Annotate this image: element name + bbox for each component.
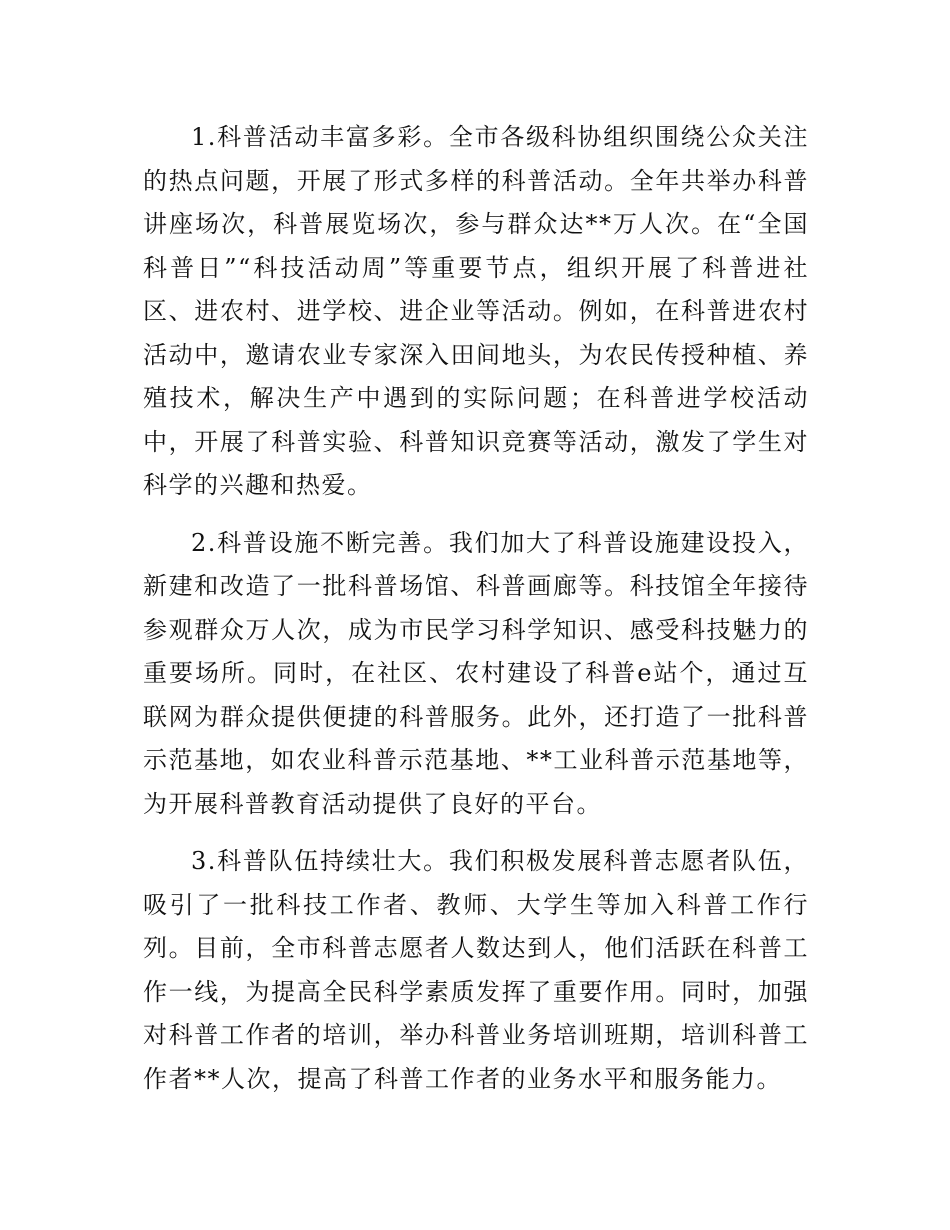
document-body [143, 116, 809, 1115]
paragraph-science-team: 3.科普队伍持续壮大。我们积极发展科普志愿者队伍，吸引了一批科技工作者、教师、大学生等加入科普工作行列。目前，全市科普志愿者人数达到人，他们活跃在科普工作一线，为提高全民科学素质发挥了重要作用。同时，加强对科普工作者的培训，举办科普业务培训班期，培训科普工作者**人次，提高了科普工作者的业务水平和服务能力。 [143, 847, 809, 1093]
paragraph-science-activities: 1.科普活动丰富多彩。全市各级科协组织围绕公众关注的热点问题，开展了形式多样的科普活动。全年共举办科普讲座场次，科普展览场次，参与群众达**万人次。在“全国科普日”“科技活动周”等重要节点，组织开展了科普进社区、进农村、进学校、进企业等活动。例如，在科普进农村活动中，邀请农业专家深入田间地头，为农民传授种植、养殖技术，解决生产中遇到的实际问题；在科普进学校活动中，开展了科普实验、科普知识竞赛等活动，激发了学生对科学的兴趣和热爱。 [143, 123, 809, 499]
paragraph-science-facilities: 2.科普设施不断完善。我们加大了科普设施建设投入，新建和改造了一批科普场馆、科普画廊等。科技馆全年接待参观群众万人次，成为市民学习科学知识、感受科技魅力的重要场所。同时，在社区、农村建设了科普e站个，通过互联网为群众提供便捷的科普服务。此外，还打造了一批科普示范基地，如农业科普示范基地、**工业科普示范基地等，为开展科普教育活动提供了良好的平台。 [143, 528, 809, 818]
